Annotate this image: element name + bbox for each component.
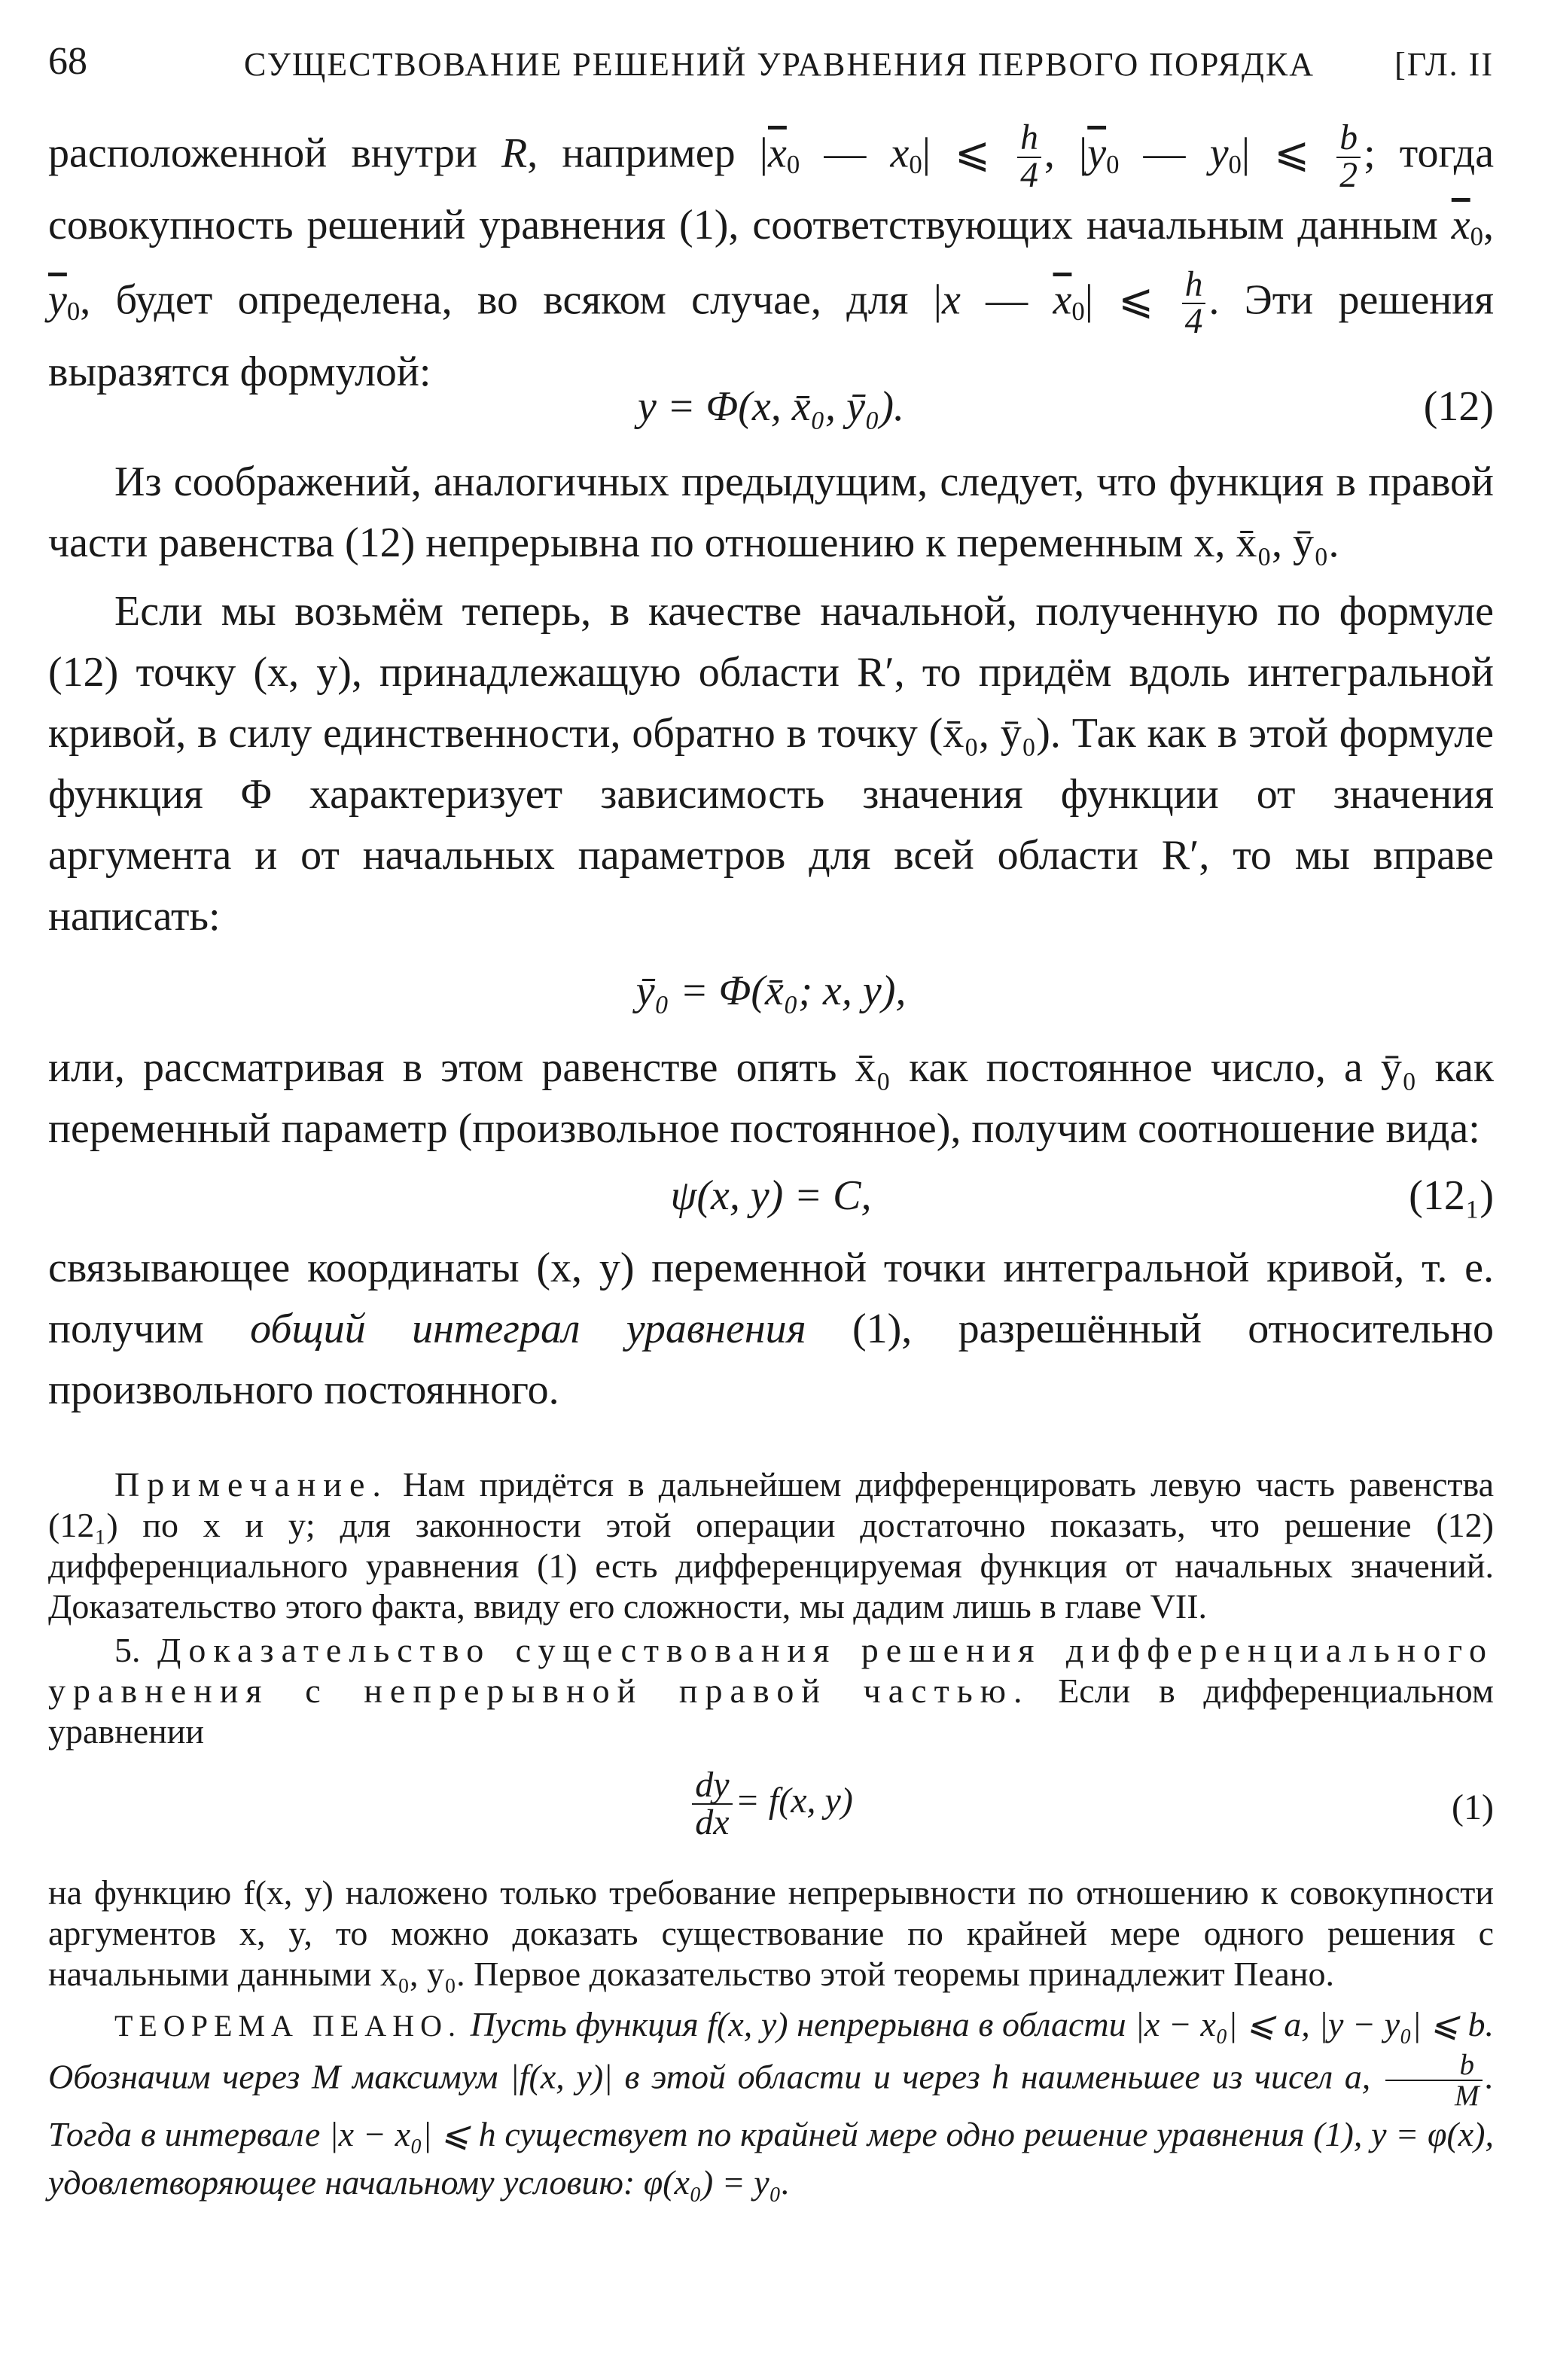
paragraph-substitution: или, рассматривая в этом равенстве опять x̄₀ как постоянное число, а ȳ₀ как переменный параметр (произвольное постоянное), получим соотношение вида: (48, 1044, 1494, 1152)
fraction-dy-dx: $\frac{dy}{dx}$ (692, 1767, 732, 1841)
equation-1: $\frac{dy}{dx}$ = f(x, y) (1) (48, 1761, 1494, 1857)
section-5-paragraph: 5. Доказательство существования решения дифференциального уравнения с непрерывной правой частью. Если в дифференциальном уравнении (48, 1631, 1495, 1751)
term-general-integral: общий интеграл уравнения (250, 1306, 806, 1352)
running-title: СУЩЕСТВОВАНИЕ РЕШЕНИЙ УРАВНЕНИЯ ПЕРВОГО ПОРЯДКА (244, 46, 1315, 83)
equation-inverse: ȳ₀ = Φ(x̄₀; x, y), (635, 968, 907, 1014)
note-paragraph: Примечание. Нам придётся в дальнейшем дифференцировать левую часть равенства (12₁) по x и y; для законности этой операции достаточно показать, что решение (12) дифференциального уравнения (1) есть дифференцируемая функция от начальных значений. Доказательство этого факта, ввиду его сложности, мы дадим лишь в главе VII. (48, 1465, 1494, 1626)
running-header (48, 39, 1494, 92)
theorem-label: ТЕОРЕМА ПЕАНО. (114, 2009, 462, 2043)
theorem-peano: ТЕОРЕМА ПЕАНО. Пусть функция f(x, y) непрерывна в области |x − x₀| ⩽ a, |y − y₀| ⩽ b. Обозначим через M максимум |f(x, y)| в этой области и через h наименьшее из чисел a, $\frac{b}{M}$ . Тогда в интервале |x − x₀| ⩽ h существует по крайней мере одно решение уравнения (1), y = φ(x), удовлетворяющее начальному условию: φ(x₀) = y₀. (48, 2005, 1494, 2202)
fraction-b-over-M: $\frac{b}{M}$ (1385, 2050, 1483, 2110)
page-number: 68 (48, 40, 87, 83)
equation-number-12: (12) (1423, 383, 1494, 430)
note-label: Примечание. (114, 1465, 389, 1504)
fraction-h-over-4-b: $\frac{h}{4}$ (1182, 267, 1206, 340)
section-number: 5. (114, 1631, 141, 1669)
paragraph-continuity: Из соображений, аналогичных предыдущим, следует, что функция в правой части равенства (12) непрерывна по отношению к переменным x, x̄₀, ȳ₀. (48, 459, 1494, 566)
equation-number-1: (1) (1452, 1787, 1494, 1827)
chapter-marker: [ГЛ. II (1394, 46, 1494, 83)
equation-12: y = Φ(x, x̄₀, ȳ₀). (12) (48, 370, 1494, 443)
paragraph-uniqueness: Если мы возьмём теперь, в качестве начальной, полученную по формуле (12) точку (x, y), принадлежащую области R′, то придём вдоль интегральной кривой, в силу единственности, обратно в точку (x̄₀, ȳ₀). Так как в этой формуле функция Φ характеризует зависимость значения функции от значения аргумента и от начальных параметров для всей области R′, то мы вправе написать: (48, 588, 1494, 940)
section-heading: Доказательство существования решения дифференциального уравнения с непрерывной правой частью. (48, 1631, 1495, 1710)
equation-12-1: ψ(x, y) = C, (12₁) (48, 1160, 1494, 1232)
fraction-b-over-2: $\frac{b}{2}$ (1336, 120, 1361, 194)
equation-number-12-1: (12₁) (1409, 1172, 1494, 1219)
paragraph-general-integral: связывающее координаты (x, y) переменной точки интегральной кривой, т. е. получим общий интеграл уравнения (1), разрешённый относительно произвольного постоянного. (48, 1245, 1495, 1413)
main-text (48, 120, 1494, 2207)
paragraph-continued: расположенной внутри R, например $|\overline{x}_0$ — $x_0|$ ⩽ $\frac{h}{4}$ , $|\overline{y}_0$ — $y_0|$ ⩽ $\frac{b}{2}$ ; тогда совокупность решений уравнения (1), соответствующих начальным данным $\overline{x}_0$, $\overline{y}_0$, будет определена, во всяком случае, для |x — $\overline{x}_0|$ ⩽ $\frac{h}{4}$ . Эти решения выразятся формулой: (48, 118, 1495, 395)
fraction-h-over-4: $\frac{h}{4}$ (1017, 120, 1041, 194)
paragraph-peano-intro: на функцию f(x, y) наложено только требование непрерывности по отношению к совокупности аргументов x, y, то можно доказать существование по крайней мере одного решения с начальными данными x₀, y₀. Первое доказательство этой теоремы принадлежит Пеано. (48, 1873, 1494, 1993)
